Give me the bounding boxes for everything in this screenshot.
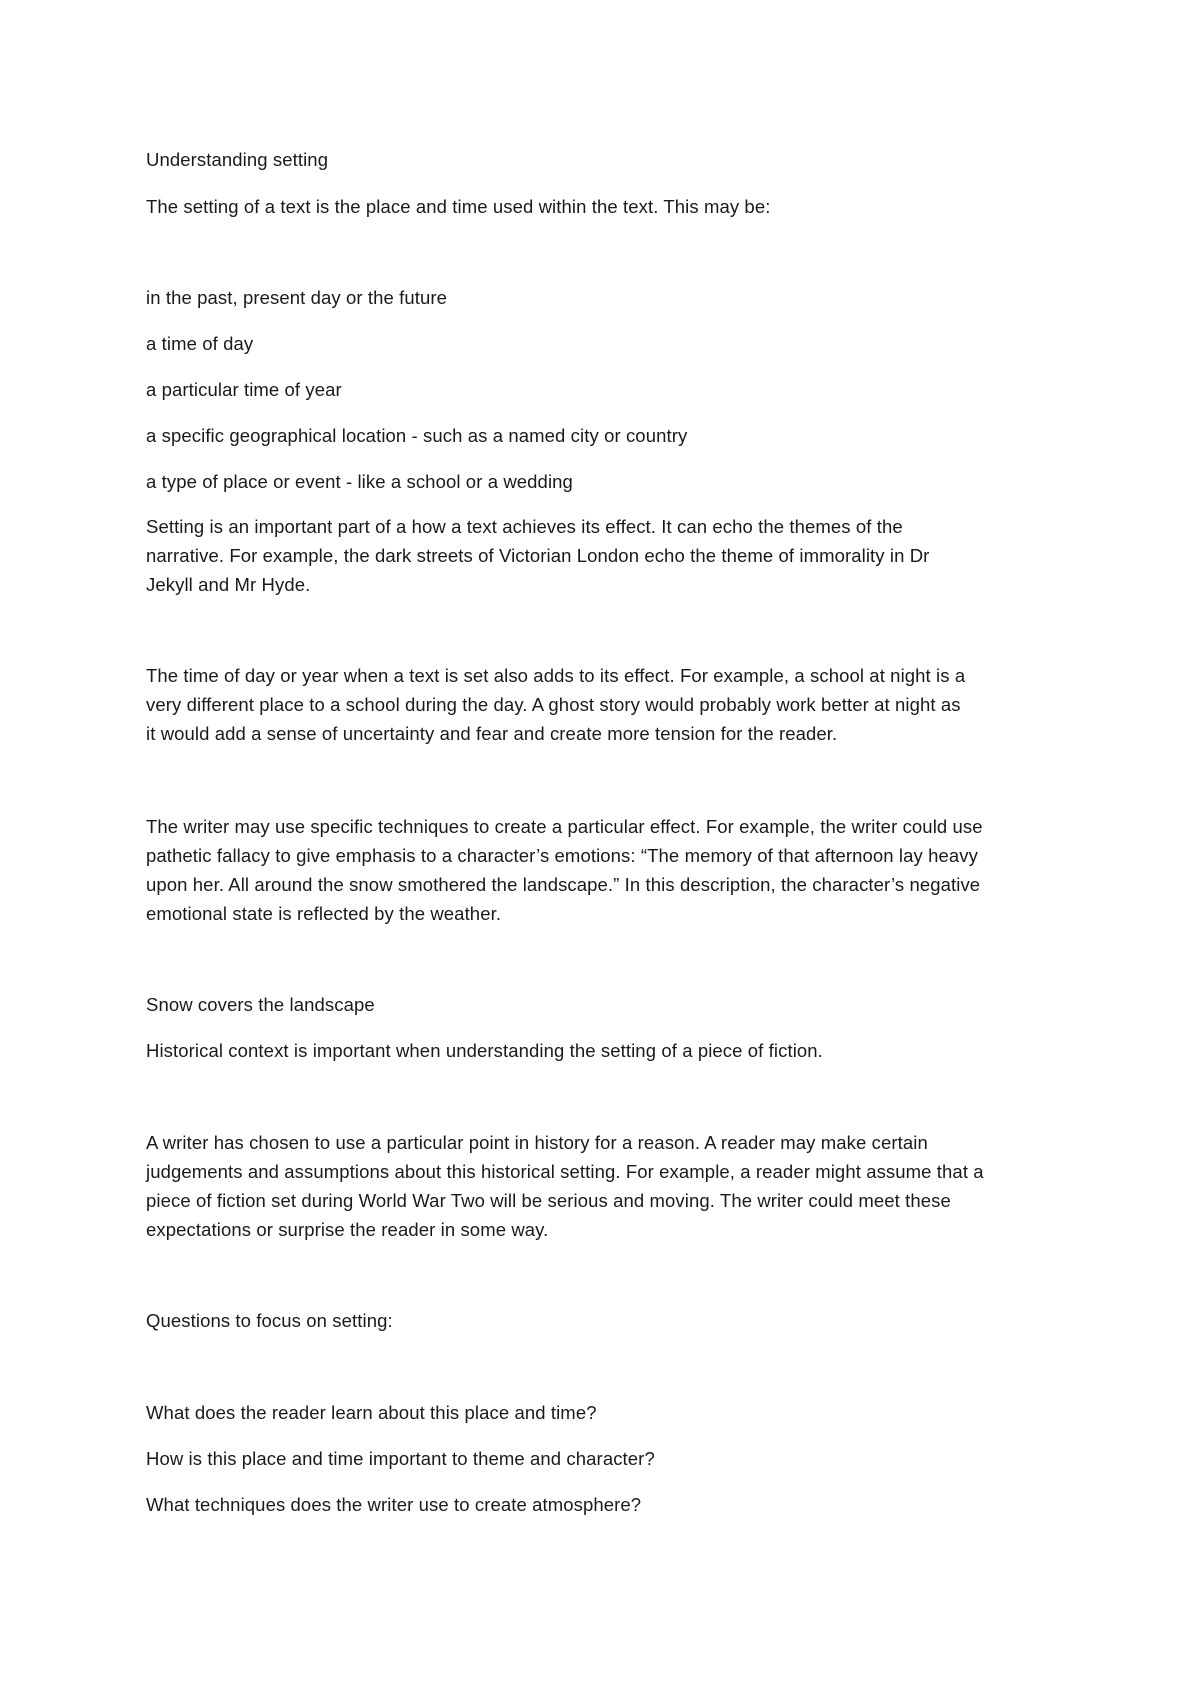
paragraph-line: upon her. All around the snow smothered the landscape.” In this description, the character’s negative	[146, 874, 981, 895]
question-item: What does the reader learn about this place and time?	[146, 1402, 597, 1423]
paragraph-line: very different place to a school during the day. A ghost story would probably work better at night as	[146, 694, 961, 715]
document-title: Understanding setting	[146, 149, 329, 170]
paragraph-line: piece of fiction set during World War Two will be serious and moving. The writer could meet these	[146, 1190, 951, 1211]
paragraph-line: judgements and assumptions about this historical setting. For example, a reader might assume that a	[146, 1161, 984, 1182]
list-item: in the past, present day or the future	[146, 287, 448, 308]
list-item: a time of day	[146, 333, 254, 354]
paragraph-line: Jekyll and Mr Hyde.	[146, 574, 311, 595]
paragraph-line: it would add a sense of uncertainty and fear and create more tension for the reader.	[146, 723, 838, 744]
paragraph-line: pathetic fallacy to give emphasis to a character’s emotions: “The memory of that afternoon lay heavy	[146, 845, 978, 866]
question-item: How is this place and time important to theme and character?	[146, 1448, 655, 1469]
paragraph-line: The time of day or year when a text is set also adds to its effect. For example, a school at night is a	[146, 665, 966, 686]
paragraph-line: A writer has chosen to use a particular point in history for a reason. A reader may make certain	[146, 1132, 928, 1153]
paragraph-line: The writer may use specific techniques to create a particular effect. For example, the writer could use	[146, 816, 983, 837]
list-item: a specific geographical location - such as a named city or country	[146, 425, 688, 446]
historical-context-text: Historical context is important when understanding the setting of a piece of fiction.	[146, 1040, 823, 1061]
paragraph-line: Setting is an important part of a how a text achieves its effect. It can echo the themes of the	[146, 516, 903, 537]
paragraph-line: emotional state is reflected by the weather.	[146, 903, 502, 924]
image-caption: Snow covers the landscape	[146, 994, 375, 1015]
intro-text: The setting of a text is the place and time used within the text. This may be:	[146, 196, 771, 217]
list-item: a type of place or event - like a school or a wedding	[146, 471, 573, 492]
questions-heading: Questions to focus on setting:	[146, 1310, 393, 1331]
list-item: a particular time of year	[146, 379, 342, 400]
paragraph-line: narrative. For example, the dark streets of Victorian London echo the theme of immorality in Dr	[146, 545, 930, 566]
paragraph-line: expectations or surprise the reader in some way.	[146, 1219, 549, 1240]
question-item: What techniques does the writer use to create atmosphere?	[146, 1494, 642, 1515]
